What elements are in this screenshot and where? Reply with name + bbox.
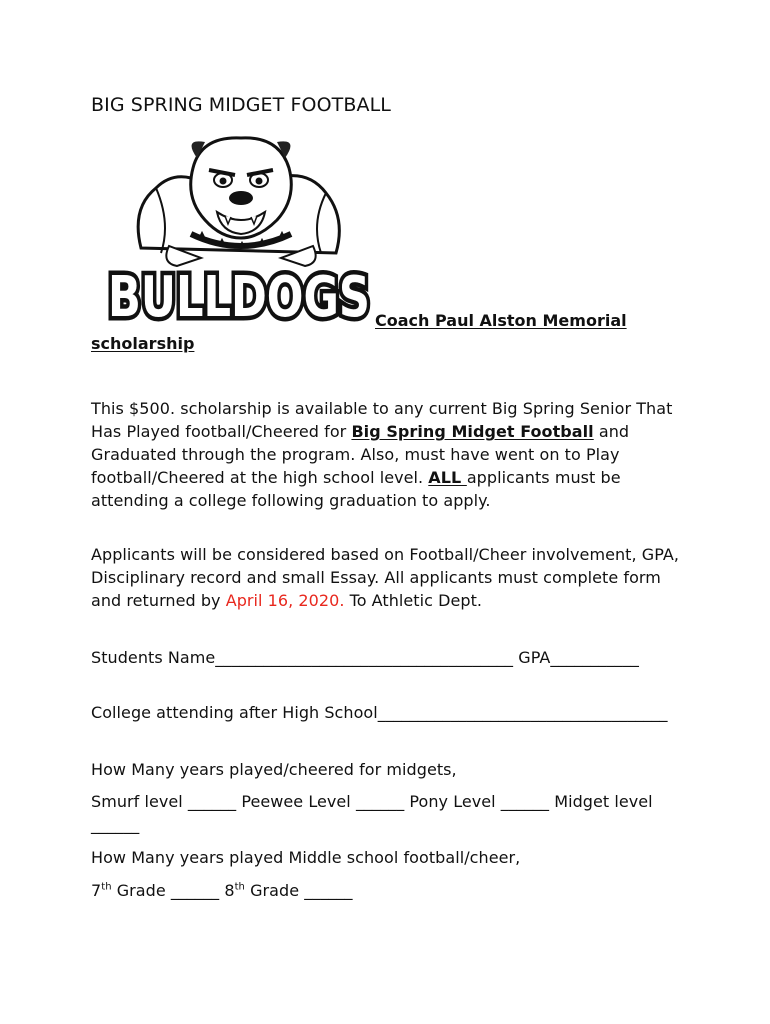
grade7-blank[interactable]: Grade ______ [111, 881, 225, 900]
program-name: Big Spring Midget Football [351, 422, 594, 441]
deadline-date: April 16, 2020. [225, 591, 345, 610]
page-heading: BIG SPRING MIDGET FOOTBALL [91, 94, 391, 116]
grade8-blank[interactable]: Grade ______ [244, 881, 353, 900]
logo-wordmark: BULLDOGS [108, 265, 370, 330]
eligibility-text-3: applicants must be attending a college following graduation to apply. [91, 468, 621, 510]
scholarship-title-line2: scholarship [91, 334, 195, 353]
college-field[interactable]: College attending after High School____________________________________ [91, 703, 668, 722]
grade8-number: 8 [224, 881, 235, 900]
eligibility-paragraph [91, 397, 691, 512]
grade-years-fields[interactable] [91, 879, 691, 902]
scholarship-title [91, 309, 691, 355]
middle-school-question: How Many years played Middle school football/cheer, [91, 848, 521, 867]
students-name-field[interactable]: Students Name_____________________________________ GPA___________ [91, 648, 639, 667]
midget-years-question: How Many years played/cheered for midgets, [91, 760, 457, 779]
eligibility-text-1: This $500. scholarship is available to any current Big Spring Senior That Has Played football/Cheered for [91, 399, 673, 441]
all-emphasis: ALL [428, 468, 467, 487]
scholarship-title-line1: Coach Paul Alston Memorial [375, 311, 627, 330]
bulldogs-logo [101, 128, 377, 328]
grade7-suffix: th [101, 881, 112, 893]
grade8-suffix: th [234, 881, 245, 893]
level-years-fields[interactable]: Smurf level ______ Peewee Level ______ Pony Level ______ Midget level ______ [91, 792, 653, 834]
eligibility-text-2: and Graduated through the program. Also, must have went on to Play football/Cheered at the high school level. [91, 422, 630, 487]
criteria-text-end: To Athletic Dept. [344, 591, 483, 610]
grade7-number: 7 [91, 881, 102, 900]
criteria-text: Applicants will be considered based on Football/Cheer involvement, GPA, Disciplinary record and small Essay. All applicants must complete form and returned by [91, 545, 680, 610]
criteria-paragraph [91, 543, 691, 612]
